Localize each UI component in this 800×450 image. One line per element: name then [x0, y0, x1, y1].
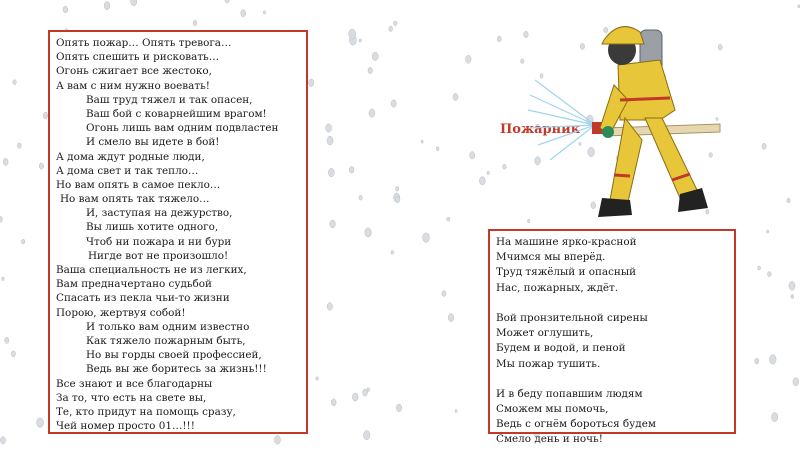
- raindrop: [349, 166, 354, 173]
- poem-left-line: И смело вы идете в бой!: [86, 136, 220, 149]
- raindrop: [762, 143, 766, 149]
- poem-left-line: Но вам опять в самое пекло…: [56, 178, 221, 191]
- poem-right-box: [488, 229, 736, 446]
- raindrop: [5, 337, 9, 343]
- raindrop: [448, 314, 453, 322]
- raindrop: [131, 0, 137, 6]
- raindrop: [326, 124, 332, 132]
- raindrop: [352, 393, 358, 401]
- raindrop: [767, 271, 771, 276]
- raindrop: [789, 281, 795, 290]
- raindrop: [104, 2, 110, 10]
- raindrop: [3, 158, 8, 165]
- poem-left-line: Опять пожар… Опять тревога…: [56, 37, 232, 49]
- raindrop: [455, 410, 457, 413]
- poem-right-line: Ведь с огнём бороться будем: [496, 418, 656, 431]
- raindrop: [327, 136, 333, 145]
- poem-right-line: Мы пожар тушить.: [496, 357, 601, 370]
- raindrop: [793, 378, 799, 386]
- raindrop: [309, 79, 314, 87]
- poem-left-line: Ваш бой с коварнейшим врагом!: [86, 107, 267, 120]
- poem-left-line: Вы лишь хотите одного,: [86, 221, 219, 234]
- raindrop: [368, 67, 372, 73]
- raindrop: [11, 351, 15, 357]
- poem-left-line: Но вам опять так тяжело…: [60, 193, 210, 206]
- poem-right-line: И в беду попавшим людям: [496, 387, 643, 400]
- raindrop: [479, 177, 485, 185]
- raindrop: [758, 266, 761, 270]
- boot-icon: [598, 198, 632, 217]
- raindrop: [769, 355, 776, 365]
- raindrop: [393, 21, 396, 26]
- raindrop: [363, 389, 368, 396]
- poem-left-line: Нигде вот не произошло!: [88, 249, 229, 262]
- poem-left-line: Ваш труд тяжел и так опасен,: [86, 93, 253, 106]
- poem-right-line: Нас, пожарных, ждёт.: [496, 281, 619, 294]
- raindrop: [442, 291, 446, 297]
- raindrop: [37, 418, 44, 428]
- raindrop: [453, 93, 458, 100]
- raindrop: [772, 413, 778, 422]
- raindrop: [263, 11, 265, 14]
- poem-left-line: И только вам одним известно: [86, 320, 250, 333]
- raindrop: [225, 0, 229, 3]
- poem-right-line: Мчимся мы вперёд.: [496, 251, 606, 264]
- raindrop: [497, 36, 501, 42]
- raindrop: [17, 143, 21, 149]
- poem-left-line: Но вы горды своей профессией,: [86, 349, 262, 362]
- stanza-gap: [496, 296, 728, 311]
- helmet-icon: [602, 27, 644, 44]
- raindrop: [364, 431, 370, 440]
- raindrop: [43, 112, 48, 118]
- poem-left-line: Огонь сжигает все жестоко,: [56, 65, 212, 78]
- raindrop: [487, 171, 490, 175]
- raindrop: [389, 26, 393, 31]
- raindrop: [395, 196, 400, 203]
- raindrop: [766, 230, 768, 233]
- raindrop: [447, 217, 450, 221]
- water-spray-icon: [528, 80, 595, 160]
- poem-left-line: Ваша специальность не из легких,: [56, 264, 247, 276]
- raindrop: [372, 52, 378, 61]
- poem-left-line: Огонь лишь вам одним подвластен: [86, 122, 279, 135]
- raindrop: [359, 39, 361, 42]
- raindrop: [328, 168, 334, 177]
- poem-left-line: Те, кто придут на помощь сразу,: [56, 405, 236, 418]
- raindrop: [349, 29, 356, 39]
- title-label: Пожарник: [500, 122, 581, 137]
- raindrop: [470, 152, 475, 159]
- raindrop: [396, 186, 399, 191]
- poem-left-line: Все знают и все благодарны: [56, 377, 213, 390]
- poem-right-line: Труд тяжёлый и опасный: [496, 266, 637, 279]
- raindrop: [503, 164, 507, 169]
- firefighter-illustration: [510, 10, 750, 225]
- poem-right-line: На машине ярко-красной: [496, 236, 637, 248]
- poem-left-line: Вам предначертано судьбой: [56, 278, 212, 291]
- poem-left-line: А вам с ним нужно воевать!: [56, 79, 210, 92]
- raindrop: [787, 198, 790, 203]
- raindrop: [2, 277, 5, 281]
- raindrop: [466, 55, 472, 63]
- raindrop: [436, 147, 439, 151]
- raindrop: [423, 233, 430, 243]
- poem-left-line: За то, что есть на свете вы,: [56, 391, 207, 404]
- poem-right-line: Вой пронзительной сирены: [496, 311, 648, 324]
- stanza-gap: [496, 372, 728, 387]
- raindrop: [327, 303, 332, 311]
- raindrop: [365, 228, 371, 237]
- raindrop: [421, 140, 423, 143]
- raindrop: [331, 399, 336, 406]
- poem-left-line: Порою, жертвуя собой!: [56, 306, 186, 319]
- raindrop: [391, 250, 394, 254]
- raindrop: [316, 377, 319, 381]
- raindrop: [193, 20, 197, 25]
- raindrop: [274, 435, 280, 444]
- raindrop: [13, 80, 17, 85]
- poem-left-line: А дома свет и так тепло…: [56, 164, 199, 177]
- poem-left-line: Ведь вы же боритесь за жизнь!!!: [86, 363, 267, 376]
- raindrop: [755, 358, 759, 364]
- raindrop: [367, 388, 370, 392]
- poem-left-line: Спасать из пекла чьи-то жизни: [56, 292, 230, 305]
- poem-left-line: Чей номер просто 01…!!!: [56, 420, 195, 433]
- poem-right-line: Может оглушить,: [496, 327, 594, 340]
- raindrop: [0, 216, 2, 222]
- poem-right-line: Будем и водой, и пеной: [496, 342, 626, 355]
- poem-left-line: Как тяжело пожарным быть,: [86, 334, 246, 347]
- poem-left-line: Опять спешить и рисковать…: [56, 51, 220, 64]
- raindrop: [791, 294, 794, 298]
- raindrop: [63, 6, 68, 13]
- raindrop: [396, 404, 401, 412]
- poem-left-line: И, заступая на дежурство,: [86, 207, 233, 220]
- poem-left-line: Чтоб ни пожара и ни бури: [86, 235, 232, 248]
- raindrop: [21, 239, 24, 244]
- raindrop: [0, 437, 5, 444]
- raindrop: [369, 109, 375, 117]
- raindrop: [391, 100, 396, 107]
- raindrop: [39, 163, 43, 169]
- poem-right-line: Смело день и ночь!: [496, 433, 603, 446]
- raindrop: [241, 10, 246, 17]
- raindrop: [330, 220, 336, 228]
- poem-left-box: [48, 30, 308, 434]
- poem-left-line: А дома ждут родные люди,: [56, 150, 205, 163]
- poem-right-line: Сможем мы помочь,: [496, 403, 609, 416]
- raindrop: [359, 195, 362, 200]
